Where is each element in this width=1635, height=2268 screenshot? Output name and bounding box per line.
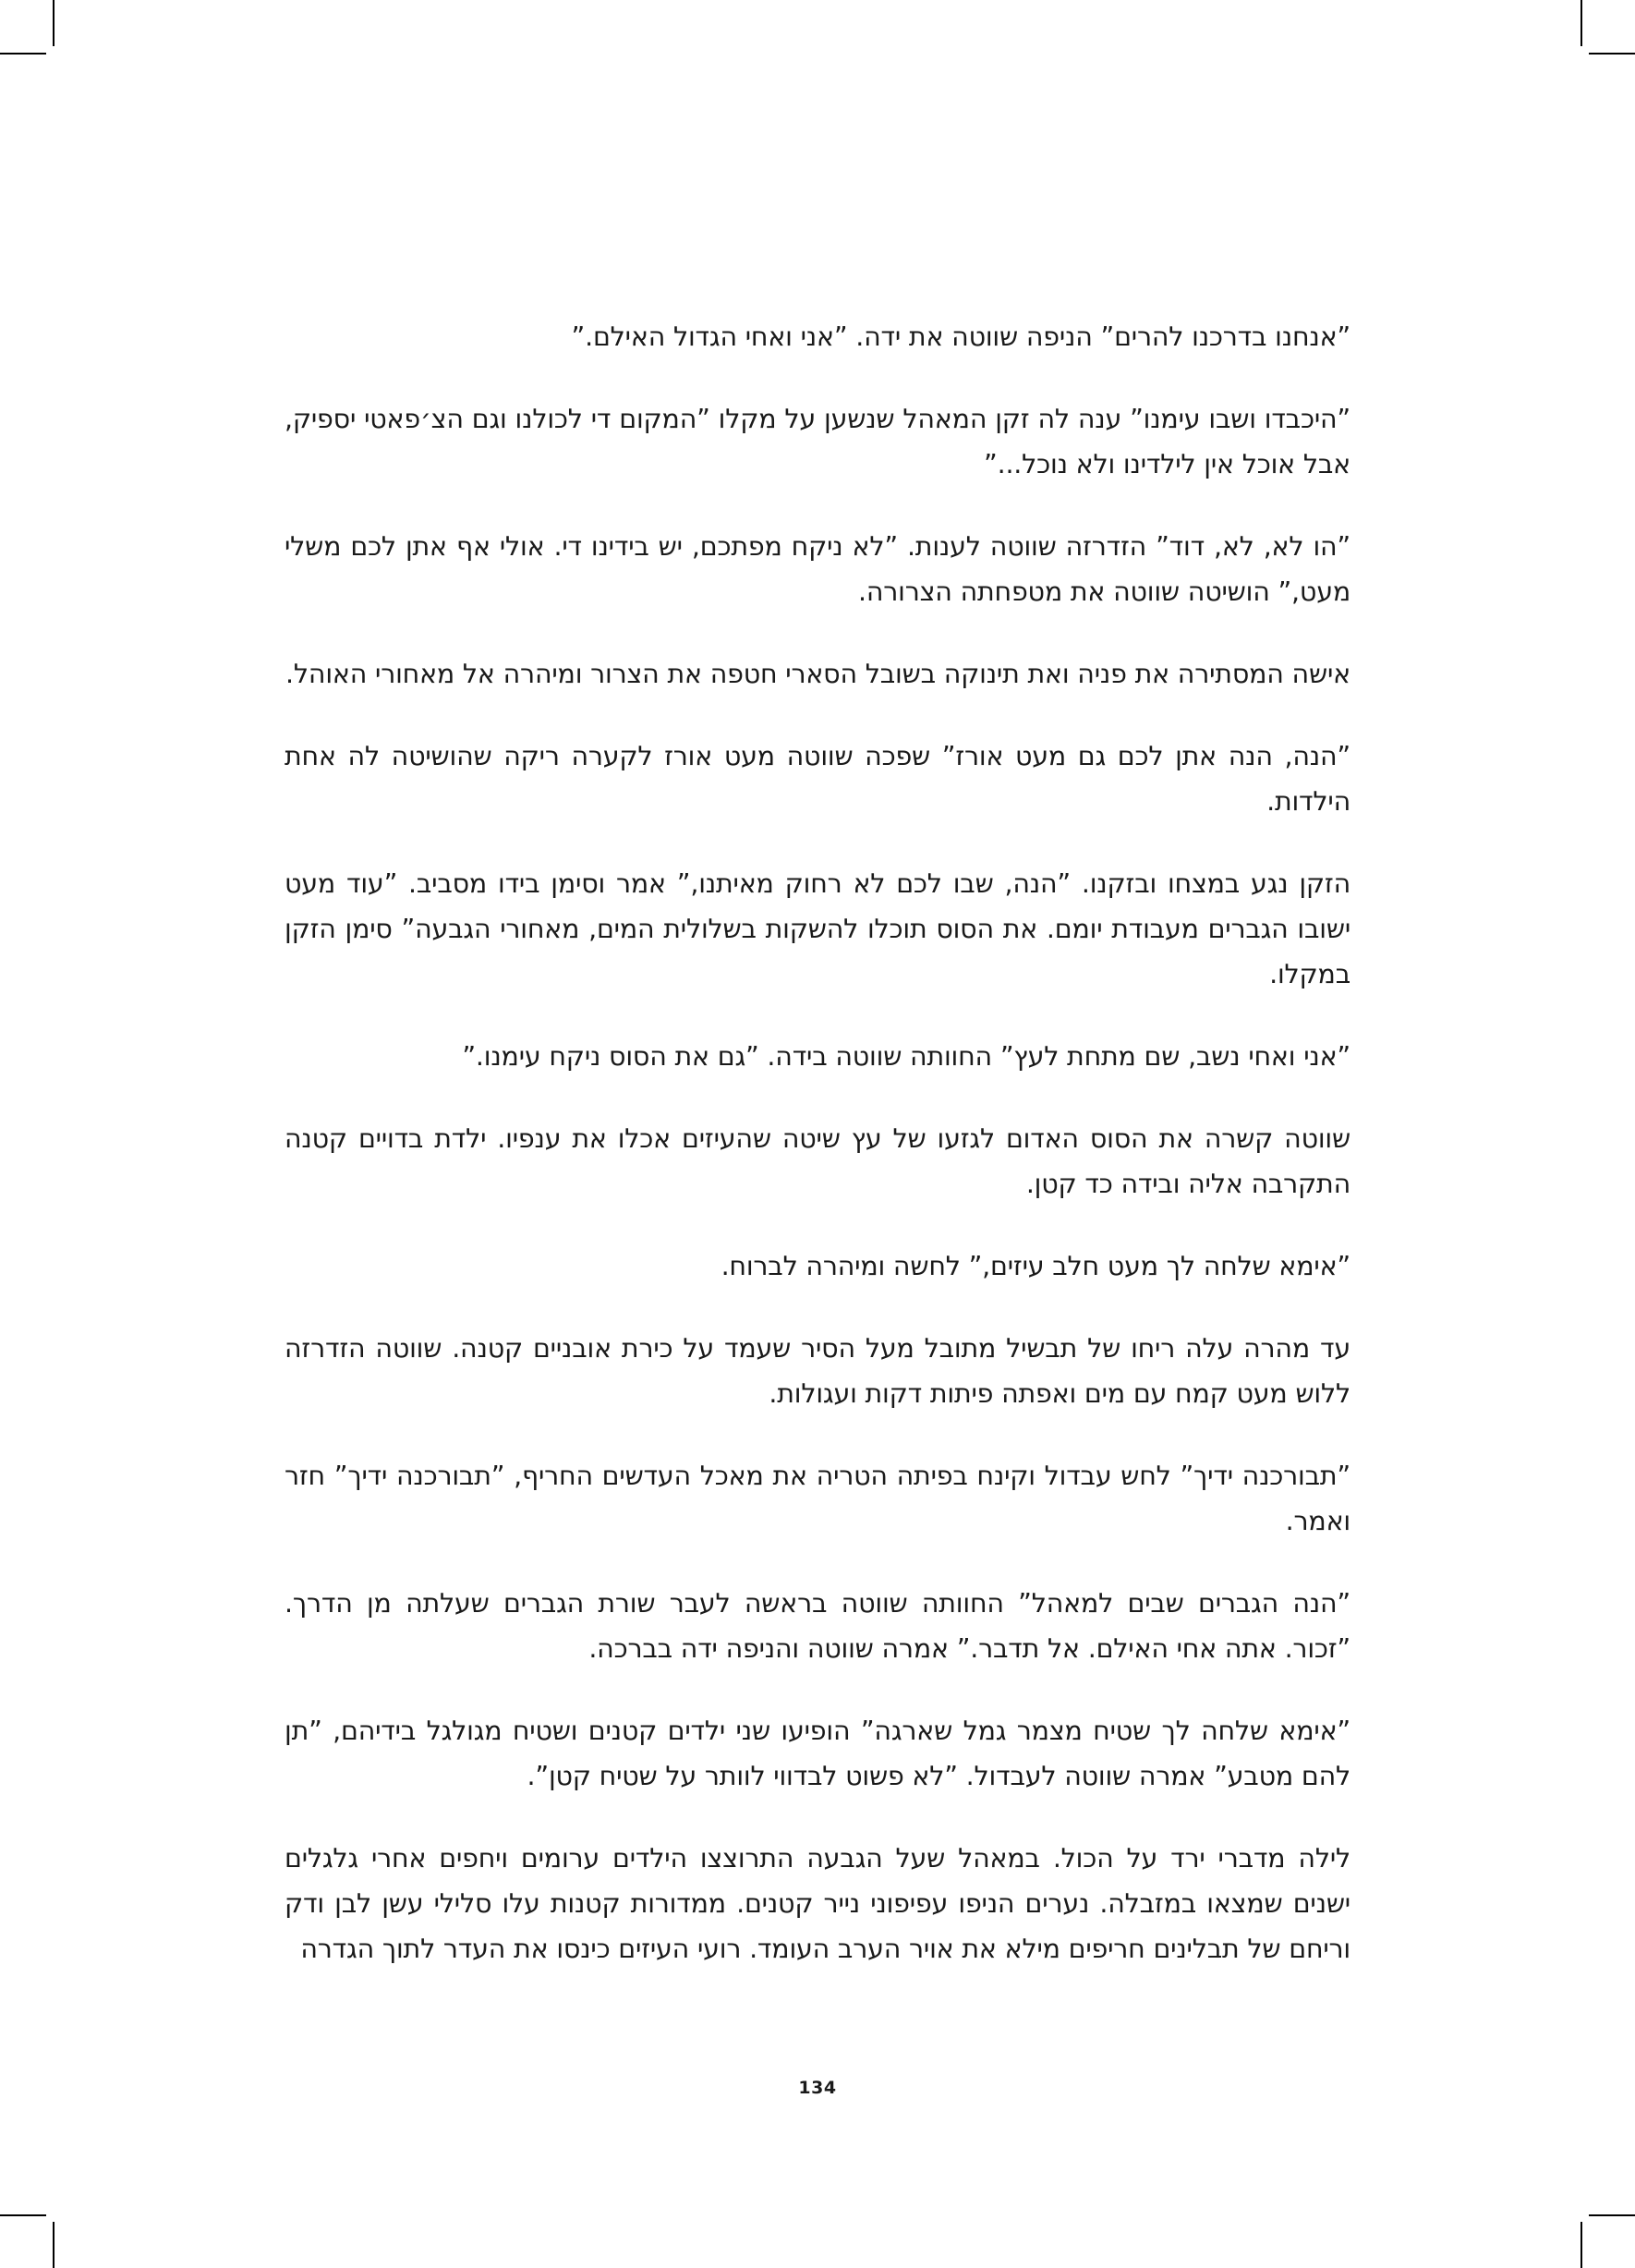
crop-mark-bottom-left-horizontal [0,2214,46,2216]
paragraph: ”תבורכנה ידיך” לחש עבדול וקינח בפיתה הטריה את מאכל העדשים החריף, ”תבורכנה ידיך” חזר ואמר. [285,1461,1350,1536]
paragraph: ”היכבדו ושבו עימנו” ענה לה זקן המאהל שנשען על מקלו ”המקום די לכולנו וגם הצ׳פאטי יספיק, אבל אוכל אין לילדינו ולא נוכל...” [285,404,1350,479]
crop-mark-bottom-right-horizontal [1589,2214,1635,2216]
paragraph: ”אימא שלחה לך שטיח מצמר גמל שארגה” הופיעו שני ילדים קטנים ושטיח מגולגל בידיהם, ”תן להם מטבע” אמרה שווטה לעבדול. ”לא פשוט לבדווי לוותר על שטיח קטן”. [285,1716,1350,1791]
crop-mark-top-left-horizontal [0,53,46,55]
crop-mark-bottom-left-vertical [53,2222,54,2268]
paragraph: ”אני ואחי נשב, שם מתחת לעץ” החוותה שווטה בידה. ”גם את הסוס ניקח עימנו.” [462,1041,1350,1072]
paragraph: ”הנה הגברים שבים למאהל” החוותה שווטה בראשה לעבר שורת הגברים שעלתה מן הדרך. ”זכור. אתה אחי האילם. אל תדבר.” אמרה שווטה והניפה ידה בברכה. [285,1588,1350,1664]
crop-mark-top-right-horizontal [1589,53,1635,55]
paragraph: שווטה קשרה את הסוס האדום לגזעו של עץ שיטה שהעיזים אכלו את ענפיו. ילדת בדויים קטנה התקרבה אליה ובידה כד קטן. [285,1123,1350,1199]
paragraph: הזקן נגע במצחו ובזקנו. ”הנה, שבו לכם לא רחוק מאיתנו,” אמר וסימן בידו מסביב. ”עוד מעט ישובו הגברים מעבודת יומם. את הסוס תוכלו להשקות בשלולית המים, מאחורי הגבעה” סימן הזקן במקלו. [285,868,1350,989]
crop-mark-top-right-vertical [1580,0,1582,46]
paragraph: עד מהרה עלה ריחו של תבשיל מתובל מעל הסיר שעמד על כירת אובניים קטנה. שווטה הזדרזה ללוש מעט קמח עם מים ואפתה פיתות דקות ועגולות. [285,1333,1350,1409]
paragraph: ”אימא שלחה לך מעט חלב עיזים,” לחשה ומיהרה לברוח. [721,1251,1350,1281]
paragraph: ”הו לא, לא, דוד” הזדרזה שווטה לענות. ”לא ניקח מפתכם, יש בידינו די. אולי אף אתן לכם משלי מעט,” הושיטה שווטה את מטפחתה הצרורה. [285,531,1350,607]
paragraph: לילה מדברי ירד על הכול. במאהל שעל הגבעה התרוצצו הילדים ערומים ויחפים אחרי גלגלים ישנים שמצאו במזבלה. נערים הניפו עפיפוני נייר קטנים. ממדורות קטנות עלו סלילי עשן לבן ודק וריחם של תבלינים חריפים מילא את אויר הערב העומד. רועי העיזים כינסו את העדר לתוך הגדרה [285,1843,1350,1964]
crop-mark-top-left-vertical [53,0,54,46]
paragraph: ”הנה, הנה אתן לכם גם מעט אורז” שפכה שווטה מעט אורז לקערה ריקה שהושיטה לה אחת הילדות. [285,741,1350,817]
crop-mark-bottom-right-vertical [1580,2222,1582,2268]
page-number: 134 [798,2078,837,2098]
paragraph: אישה המסתירה את פניה ואת תינוקה בשובל הסארי חטפה את הצרור ומיהרה אל מאחורי האוהל. [285,659,1350,689]
body-text [285,314,1350,2008]
paragraph: ”אנחנו בדרכנו להרים” הניפה שווטה את ידה. ”אני ואחי הגדול האילם.” [571,321,1350,352]
